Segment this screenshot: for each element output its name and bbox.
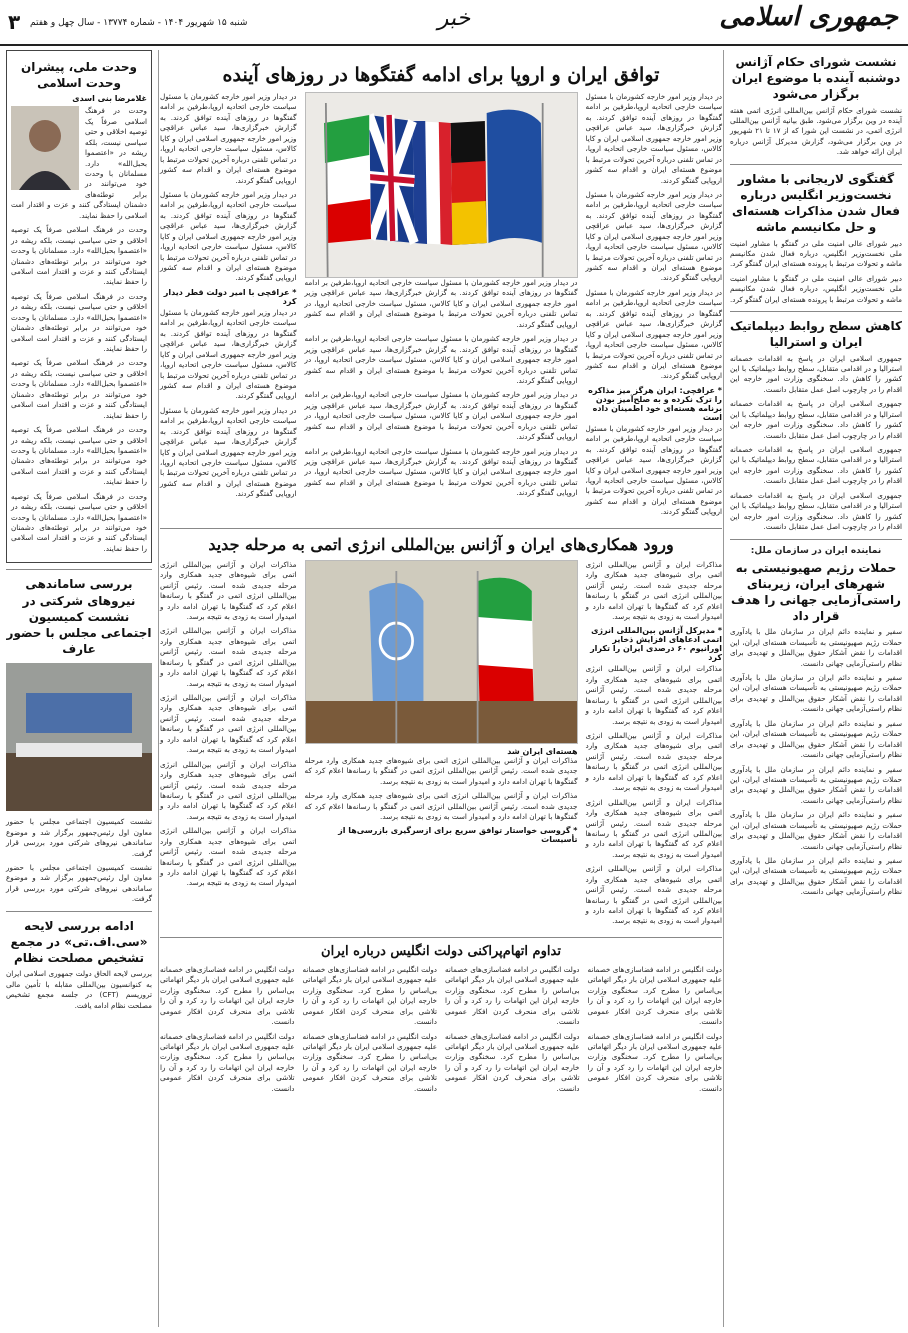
section-title: خبر (437, 6, 471, 31)
article-body: مذاکرات ایران و آژانس بین‌المللی انرژی اتمی برای شیوه‌های جدید همکاری وارد مرحله جدیدی شده است. رئیس آژانس بین‌المللی انرژی اتمی در گفتگو با رسانه‌ها اعلام کرد که گفتگوها با تهران ادامه دارد و امیدوار است به زودی به نتیجه برسد. (585, 559, 722, 621)
article-title: حملات رژیم صهیونیستی به شهرهای ایران، زیربنای راستی‌آزمایی جهانی را هدف قرار داد (731, 560, 901, 624)
article-body: در دیدار وزیر امور خارجه کشورمان با مسئول سیاست خارجی اتحادیه اروپا‌،طرفین بر ادامه گفتگوها در روزهای آینده توافق کردند. به گزارش خبرگزاری‌ها، سید عباس عراقچی وزیر امور خارجه جمهوری اسلامی ایران و کایا کالاس، مسئول سیاست خارجی اتحادیه اروپا، در تماس تلفنی درباره آخرین تحولات مرتبط با موضوع هسته‌ای ایران و اقدام سه کشور اروپایی گفتگو کردند. (304, 390, 578, 442)
article-body: دبیر شورای عالی امنیت ملی در گفتگو با مشاور امنیت ملی نخست‌وزیر انگلیس، درباره فعال شدن مکانیسم ماشه و تحولات مرتبط با پرونده هسته‌ای ایران گفتگو کرد. (729, 238, 902, 269)
article-body: سفیر و نماینده دائم ایران در سازمان ملل با یادآوری حملات رژیم صهیونیستی به تأسیسات هسته‌ای ایران، این اقدامات را نقض آشکار حقوق بین‌الملل و تهدیدی برای نظام راستی‌آزمایی جهانی دانست. (730, 810, 902, 851)
article-body: نشست کمیسیون اجتماعی مجلس با حضور معاون اول رئیس‌جمهور برگزار شد و موضوع ساماندهی نیروهای شرکتی مورد بررسی قرار گرفت. (6, 863, 152, 904)
un-illustration (306, 561, 577, 743)
article-body: جمهوری اسلامی ایران در پاسخ به اقدامات خصمانه استرالیا و در اقدامی متقابل، سطح روابط دیپلماتیک با این کشور را کاهش داد. سخنگوی وزارت امور خارجه این اقدام را در چارچوب اصل عمل متقابل دانست. (730, 490, 902, 532)
article-body: دولت انگلیس در ادامه فضاسازی‌های خصمانه علیه جمهوری اسلامی ایران بار دیگر اتهاماتی بی‌اساس را مطرح کرد. سخنگوی وزارت خارجه ایران این اتهامات را رد کرد و آن را تلاشی برای منحرف کردن افکار عمومی دانست. (445, 964, 580, 1027)
article-body: در دیدار وزیر امور خارجه کشورمان با مسئول سیاست خارجی اتحادیه اروپا‌،طرفین بر ادامه گفتگوها در روزهای آینده توافق کردند. به گزارش خبرگزاری‌ها، سید عباس عراقچی وزیر امور خارجه جمهوری اسلامی ایران و کایا کالاس، مسئول سیاست خارجی اتحادیه اروپا، در تماس تلفنی درباره آخرین تحولات مرتبط با موضوع هسته‌ای ایران و اقدام سه کشور اروپایی گفتگو کردند. (585, 423, 722, 517)
meeting-photo (6, 663, 152, 811)
article-title: بررسی ساماندهی نیروهای شرکتی در نشست کمیسیون اجتماعی مجلس با حضور عارف (6, 577, 152, 657)
article-body: در دیدار وزیر امور خارجه کشورمان با مسئول سیاست خارجی اتحادیه اروپا‌،طرفین بر ادامه گفتگوها در روزهای آینده توافق کردند. به گزارش خبرگزاری‌ها، سید عباس عراقچی وزیر امور خارجه جمهوری اسلامی ایران و کایا کالاس، مسئول سیاست خارجی اتحادیه اروپا، در تماس تلفنی درباره آخرین تحولات مرتبط با موضوع هسته‌ای ایران و اقدام سه کشور اروپایی گفتگو کردند. (304, 446, 578, 498)
article-body: مذاکرات ایران و آژانس بین‌المللی انرژی اتمی برای شیوه‌های جدید همکاری وارد مرحله جدیدی شده است. رئیس آژانس بین‌المللی انرژی اتمی در گفتگو با رسانه‌ها اعلام کرد که گفتگوها با تهران ادامه دارد و امیدوار است به زودی به نتیجه برسد. (585, 664, 722, 726)
article-body: مذاکرات ایران و آژانس بین‌المللی انرژی اتمی برای شیوه‌های جدید همکاری وارد مرحله جدیدی شده است. رئیس آژانس بین‌المللی انرژی اتمی در گفتگو با رسانه‌ها اعلام کرد که گفتگوها با تهران ادامه دارد و امیدوار است به زودی به نتیجه برسد. (304, 791, 578, 821)
opinion-body: وحدت در فرهنگ اسلامی صرفاً یک توصیه اخلاقی و حتی سیاسی نیست، بلکه ریشه در «اعتصموا بحبل‌الله» دارد. مسلمانان با وحدت خود می‌توانند در برابر توطئه‌های دشمنان ایستادگی کنند و عزت و اقتدار امت اسلامی را حفظ نمایند. (11, 491, 147, 553)
article-body: دولت انگلیس در ادامه فضاسازی‌های خصمانه علیه جمهوری اسلامی ایران بار دیگر اتهاماتی بی‌اساس را مطرح کرد. سخنگوی وزارت خارجه ایران این اتهامات را رد کرد و آن را تلاشی برای منحرف کردن افکار عمومی دانست. (160, 964, 295, 1027)
un-photo (305, 560, 578, 744)
article-title: ادامه بررسی لایحه «سی.اف.تی» در مجمع تشخیص مصلحت نظام (10, 918, 148, 966)
article-body: سفیر و نماینده دائم ایران در سازمان ملل با یادآوری حملات رژیم صهیونیستی به تأسیسات هسته‌ای ایران، این اقدامات را نقض آشکار حقوق بین‌الملل و تهدیدی برای نظام راستی‌آزمایی جهانی دانست. (730, 627, 902, 668)
meeting-illustration (6, 663, 152, 811)
article-kicker: نماینده ایران در سازمان ملل: (750, 545, 882, 556)
article-body: دولت انگلیس در ادامه فضاسازی‌های خصمانه علیه جمهوری اسلامی ایران بار دیگر اتهاماتی بی‌اساس را مطرح کرد. سخنگوی وزارت خارجه ایران این اتهامات را رد کرد و آن را تلاشی برای منحرف کردن افکار عمومی دانست. (302, 1031, 437, 1093)
article-title: نشست شورای حکام آژانس دوشنبه آینده با موضوع ایران برگزار می‌شود (731, 55, 901, 102)
article-body: سفیر و نماینده دائم ایران در سازمان ملل با یادآوری حملات رژیم صهیونیستی به تأسیسات هسته‌ای ایران، این اقدامات را نقض آشکار حقوق بین‌الملل و تهدیدی برای نظام راستی‌آزمایی جهانی دانست. (730, 764, 902, 805)
main-area (160, 50, 722, 1327)
opinion-box (6, 50, 152, 563)
photo-caption: هسته‌ای ایران شد (507, 746, 578, 756)
author-portrait (11, 106, 79, 190)
article-body: مذاکرات ایران و آژانس بین‌المللی انرژی اتمی برای شیوه‌های جدید همکاری وارد مرحله جدیدی شده است. رئیس آژانس بین‌المللی انرژی اتمی در گفتگو با رسانه‌ها اعلام کرد که گفتگوها با تهران ادامه دارد و امیدوار است به زودی به نتیجه برسد. (585, 797, 722, 859)
page-number: ۳ (8, 10, 21, 34)
article-subhead: * عراقچی: ایران هرگز میز مذاکره را ترک نکرده و به صلح‌آمیز بودن برنامه هسته‌ای خود اطمینان داده است (588, 385, 722, 422)
masthead (0, 0, 908, 46)
article-body: در دیدار وزیر امور خارجه کشورمان با مسئول سیاست خارجی اتحادیه اروپا‌،طرفین بر ادامه گفتگوها در روزهای آینده توافق کردند. به گزارش خبرگزاری‌ها، سید عباس عراقچی وزیر امور خارجه جمهوری اسلامی ایران و کایا کالاس، مسئول سیاست خارجی اتحادیه اروپا، در تماس تلفنی درباره آخرین تحولات مرتبط با موضوع هسته‌ای ایران و اقدام سه کشور اروپایی گفتگو کردند. (304, 278, 578, 329)
opinion-body: وحدت در فرهنگ اسلامی صرفاً یک توصیه اخلاقی و حتی سیاسی نیست، بلکه ریشه در «اعتصموا بحبل‌الله» دارد. مسلمانان با وحدت خود می‌توانند در برابر توطئه‌های دشمنان ایستادگی کنند و عزت و اقتدار امت اسلامی را حفظ نمایند. (11, 225, 147, 287)
article-body: در دیدار وزیر امور خارجه کشورمان با مسئول سیاست خارجی اتحادیه اروپا‌،طرفین بر ادامه گفتگوها در روزهای آینده توافق کردند. به گزارش خبرگزاری‌ها، سید عباس عراقچی وزیر امور خارجه جمهوری اسلامی ایران و کایا کالاس، مسئول سیاست خارجی اتحادیه اروپا، در تماس تلفنی درباره آخرین تحولات مرتبط با موضوع هسته‌ای ایران و اقدام سه کشور اروپایی گفتگو کردند. (585, 287, 722, 381)
flags-illustration (306, 93, 577, 277)
article-body: سفیر و نماینده دائم ایران در سازمان ملل با یادآوری حملات رژیم صهیونیستی به تأسیسات هسته‌ای ایران، این اقدامات را نقض آشکار حقوق بین‌الملل و تهدیدی برای نظام راستی‌آزمایی جهانی دانست. (730, 673, 902, 714)
main-headline: توافق ایران و اروپا برای ادامه گفتگوها در روزهای آینده (222, 64, 660, 86)
flags-photo (305, 92, 578, 278)
article-body: سفیر و نماینده دائم ایران در سازمان ملل با یادآوری حملات رژیم صهیونیستی به تأسیسات هسته‌ای ایران، این اقدامات را نقض آشکار حقوق بین‌الملل و تهدیدی برای نظام راستی‌آزمایی جهانی دانست. (730, 718, 902, 760)
article-body: بررسی لایحه الحاق دولت جمهوری اسلامی ایران به کنوانسیون بین‌المللی مقابله با تأمین مالی تروریسم (CFT) در جلسه مجمع تشخیص مصلحت نظام ادامه یافت. (6, 969, 152, 1010)
article-title: گفتگوی لاریجانی با مشاور نخست‌وزیر انگلیس درباره فعال شدن مذاکرات هسته‌ای و حل مکانیسم ماشه (732, 171, 900, 235)
opinion-body: وحدت در فرهنگ اسلامی صرفاً یک توصیه اخلاقی و حتی سیاسی نیست، بلکه ریشه در «اعتصموا بحبل‌الله» دارد. مسلمانان با وحدت خود می‌توانند در برابر توطئه‌های دشمنان ایستادگی کنند و عزت و اقتدار امت اسلامی را حفظ نمایند. (11, 106, 147, 220)
lead-article (160, 92, 722, 522)
article-body: جمهوری اسلامی ایران در پاسخ به اقدامات خصمانه استرالیا و در اقدامی متقابل، سطح روابط دیپلماتیک با این کشور را کاهش داد. سخنگوی وزارت امور خارجه این اقدام را در چارچوب اصل عمل متقابل دانست. (730, 353, 902, 394)
article-body: مذاکرات ایران و آژانس بین‌المللی انرژی اتمی برای شیوه‌های جدید همکاری وارد مرحله جدیدی شده است. رئیس آژانس بین‌المللی انرژی اتمی در گفتگو با رسانه‌ها اعلام کرد که گفتگوها با تهران ادامه دارد و امیدوار است به زودی به نتیجه برسد. (304, 755, 578, 786)
article-body: جمهوری اسلامی ایران در پاسخ به اقدامات خصمانه استرالیا و در اقدامی متقابل، سطح روابط دیپلماتیک با این کشور را کاهش داد. سخنگوی وزارت امور خارجه این اقدام را در چارچوب اصل عمل متقابل دانست. (730, 399, 902, 440)
right-column (723, 50, 902, 1327)
article2 (160, 560, 722, 931)
article-body: نشست کمیسیون اجتماعی مجلس با حضور معاون اول رئیس‌جمهور برگزار شد و موضوع ساماندهی نیروهای شرکتی مورد بررسی قرار گرفت. (6, 817, 152, 858)
article-body: مذاکرات ایران و آژانس بین‌المللی انرژی اتمی برای شیوه‌های جدید همکاری وارد مرحله جدیدی شده است. رئیس آژانس بین‌المللی انرژی اتمی در گفتگو با رسانه‌ها اعلام کرد که گفتگوها با تهران ادامه دارد و امیدوار است به زودی به نتیجه برسد. (585, 731, 722, 793)
article3-headline: تداوم اتهام‌پراکنی دولت انگلیس درباره ایران (321, 943, 561, 959)
article2-headline: ورود همکاری‌های ایران و آژانس بین‌المللی انرژی اتمی به مرحله جدید (208, 534, 674, 554)
article-body: دولت انگلیس در ادامه فضاسازی‌های خصمانه علیه جمهوری اسلامی ایران بار دیگر اتهاماتی بی‌اساس را مطرح کرد. سخنگوی وزارت خارجه ایران این اتهامات را رد کرد و آن را تلاشی برای منحرف کردن افکار عمومی دانست. (302, 964, 437, 1027)
article-body: دولت انگلیس در ادامه فضاسازی‌های خصمانه علیه جمهوری اسلامی ایران بار دیگر اتهاماتی بی‌اساس را مطرح کرد. سخنگوی وزارت خارجه ایران این اتهامات را رد کرد و آن را تلاشی برای منحرف کردن افکار عمومی دانست. (445, 1031, 580, 1093)
article-body: در دیدار وزیر امور خارجه کشورمان با مسئول سیاست خارجی اتحادیه اروپا‌،طرفین بر ادامه گفتگوها در روزهای آینده توافق کردند. به گزارش خبرگزاری‌ها، سید عباس عراقچی وزیر امور خارجه جمهوری اسلامی ایران و کایا کالاس، مسئول سیاست خارجی اتحادیه اروپا، در تماس تلفنی درباره آخرین تحولات مرتبط با موضوع هسته‌ای ایران و اقدام سه کشور اروپایی گفتگو کردند. (160, 189, 297, 283)
article-body: دولت انگلیس در ادامه فضاسازی‌های خصمانه علیه جمهوری اسلامی ایران بار دیگر اتهاماتی بی‌اساس را مطرح کرد. سخنگوی وزارت خارجه ایران این اتهامات را رد کرد و آن را تلاشی برای منحرف کردن افکار عمومی دانست. (587, 964, 722, 1027)
article-subhead: * گروسی خواستار توافق سریع برای ازسرگیری بازرسی‌ها از تأسیسات (338, 826, 578, 845)
opinion-body: وحدت در فرهنگ اسلامی صرفاً یک توصیه اخلاقی و حتی سیاسی نیست، بلکه ریشه در «اعتصموا بحبل‌الله» دارد. مسلمانان با وحدت خود می‌توانند در برابر توطئه‌های دشمنان ایستادگی کنند و عزت و اقتدار امت اسلامی را حفظ نمایند. (11, 425, 147, 487)
opinion-author: غلامرضا بنی اسدی (72, 94, 147, 104)
opinion-body: وحدت در فرهنگ اسلامی صرفاً یک توصیه اخلاقی و حتی سیاسی نیست، بلکه ریشه در «اعتصموا بحبل‌الله» دارد. مسلمانان با وحدت خود می‌توانند در برابر توطئه‌های دشمنان ایستادگی کنند و عزت و اقتدار امت اسلامی را حفظ نمایند. (11, 291, 147, 353)
article-body: در دیدار وزیر امور خارجه کشورمان با مسئول سیاست خارجی اتحادیه اروپا‌،طرفین بر ادامه گفتگوها در روزهای آینده توافق کردند. به گزارش خبرگزاری‌ها، سید عباس عراقچی وزیر امور خارجه جمهوری اسلامی ایران و کایا کالاس، مسئول سیاست خارجی اتحادیه اروپا، در تماس تلفنی درباره آخرین تحولات مرتبط با موضوع هسته‌ای ایران و اقدام سه کشور اروپایی گفتگو کردند. (160, 307, 297, 401)
left-column (6, 50, 159, 1327)
newspaper-logo: جمهوری اسلامی (719, 2, 898, 32)
opinion-title: وحدت ملی، پیشران وحدت اسلامی (21, 60, 137, 91)
article-body: سفیر و نماینده دائم ایران در سازمان ملل با یادآوری حملات رژیم صهیونیستی به تأسیسات هسته‌ای ایران، این اقدامات را نقض آشکار حقوق بین‌الملل و تهدیدی برای نظام راستی‌آزمایی جهانی دانست. (730, 856, 902, 897)
article-body: مذاکرات ایران و آژانس بین‌المللی انرژی اتمی برای شیوه‌های جدید همکاری وارد مرحله جدیدی شده است. رئیس آژانس بین‌المللی انرژی اتمی در گفتگو با رسانه‌ها اعلام کرد که گفتگوها با تهران ادامه دارد و امیدوار است به زودی به نتیجه برسد. (160, 559, 297, 621)
article-body: دولت انگلیس در ادامه فضاسازی‌های خصمانه علیه جمهوری اسلامی ایران بار دیگر اتهاماتی بی‌اساس را مطرح کرد. سخنگوی وزارت خارجه ایران این اتهامات را رد کرد و آن را تلاشی برای منحرف کردن افکار عمومی دانست. (160, 1031, 295, 1093)
article-subhead: * عراقچی با امیر دولت قطر دیدار کرد (163, 287, 297, 306)
author-photo (11, 106, 79, 190)
issue-meta: شنبه ۱۵ شهریور ۱۴۰۴ - شماره ۱۳۷۷۴ - سال چهل و هفتم (30, 18, 248, 28)
article-body: نشست شورای حکام آژانس بین‌المللی انرژی اتمی هفته آینده در وین برگزار می‌شود. طبق بیانیه آژانس بین‌المللی انرژی اتمی، در نشست این شورا ‌که از ۱۷ تا ۲۱ شهریور در وین برگزار می‌شود، گزارش مدیرکل آژانس درباره ایران ارائه خواهد شد. (730, 105, 902, 157)
article-body: دولت انگلیس در ادامه فضاسازی‌های خصمانه علیه جمهوری اسلامی ایران بار دیگر اتهاماتی بی‌اساس را مطرح کرد. سخنگوی وزارت خارجه ایران این اتهامات را رد کرد و آن را تلاشی برای منحرف کردن افکار عمومی دانست. (587, 1031, 722, 1093)
article-subhead: * مدیرکل آژانس بین‌المللی انرژی اتمی ادعاهای افزایش ذخایر اورانیوم ۶۰ درصدی ایران را تکرار کرد (590, 626, 722, 663)
article-body: جمهوری اسلامی ایران در پاسخ به اقدامات خصمانه استرالیا و در اقدامی متقابل، سطح روابط دیپلماتیک با این کشور را کاهش داد. سخنگوی وزارت امور خارجه این اقدام را در چارچوب اصل عمل متقابل دانست. (730, 445, 902, 486)
article-body: در دیدار وزیر امور خارجه کشورمان با مسئول سیاست خارجی اتحادیه اروپا‌،طرفین بر ادامه گفتگوها در روزهای آینده توافق کردند. به گزارش خبرگزاری‌ها، سید عباس عراقچی وزیر امور خارجه جمهوری اسلامی ایران و کایا کالاس، مسئول سیاست خارجی اتحادیه اروپا، در تماس تلفنی درباره آخرین تحولات مرتبط با موضوع هسته‌ای ایران و اقدام سه کشور اروپایی گفتگو کردند. (304, 334, 578, 385)
article-title: کاهش سطح روابط دیپلماتیک ایران و استرالیا (730, 319, 902, 350)
article-body: مذاکرات ایران و آژانس بین‌المللی انرژی اتمی برای شیوه‌های جدید همکاری وارد مرحله جدیدی شده است. رئیس آژانس بین‌المللی انرژی اتمی در گفتگو با رسانه‌ها اعلام کرد که گفتگوها با تهران ادامه دارد و امیدوار است به زودی به نتیجه برسد. (160, 759, 297, 821)
article-body: مذاکرات ایران و آژانس بین‌المللی انرژی اتمی برای شیوه‌های جدید همکاری وارد مرحله جدیدی شده است. رئیس آژانس بین‌المللی انرژی اتمی در گفتگو با رسانه‌ها اعلام کرد که گفتگوها با تهران ادامه دارد و امیدوار است به زودی به نتیجه برسد. (160, 693, 297, 755)
article-body: مذاکرات ایران و آژانس بین‌المللی انرژی اتمی برای شیوه‌های جدید همکاری وارد مرحله جدیدی شده است. رئیس آژانس بین‌المللی انرژی اتمی در گفتگو با رسانه‌ها اعلام کرد که گفتگوها با تهران ادامه دارد و امیدوار است به زودی به نتیجه برسد. (160, 826, 297, 888)
article-body: مذاکرات ایران و آژانس بین‌المللی انرژی اتمی برای شیوه‌های جدید همکاری وارد مرحله جدیدی شده است. رئیس آژانس بین‌المللی انرژی اتمی در گفتگو با رسانه‌ها اعلام کرد که گفتگوها با تهران ادامه دارد و امیدوار است به زودی به نتیجه برسد. (585, 864, 722, 926)
opinion-body: وحدت در فرهنگ اسلامی صرفاً یک توصیه اخلاقی و حتی سیاسی نیست، بلکه ریشه در «اعتصموا بحبل‌الله» دارد. مسلمانان با وحدت خود می‌توانند در برابر توطئه‌های دشمنان ایستادگی کنند و عزت و اقتدار امت اسلامی را حفظ نمایند. (11, 358, 147, 420)
article-body: دبیر شورای عالی امنیت ملی در گفتگو با مشاور امنیت ملی نخست‌وزیر انگلیس، درباره فعال شدن مکانیسم ماشه و تحولات مرتبط با پرونده هسته‌ای ایران گفتگو کرد. (729, 273, 902, 304)
article-body: در دیدار وزیر امور خارجه کشورمان با مسئول سیاست خارجی اتحادیه اروپا‌،طرفین بر ادامه گفتگوها در روزهای آینده توافق کردند. به گزارش خبرگزاری‌ها، سید عباس عراقچی وزیر امور خارجه جمهوری اسلامی ایران و کایا کالاس، مسئول سیاست خارجی اتحادیه اروپا، در تماس تلفنی درباره آخرین تحولات مرتبط با موضوع هسته‌ای ایران و اقدام سه کشور اروپایی گفتگو کردند. (585, 189, 722, 283)
article-body: مذاکرات ایران و آژانس بین‌المللی انرژی اتمی برای شیوه‌های جدید همکاری وارد مرحله جدیدی شده است. رئیس آژانس بین‌المللی انرژی اتمی در گفتگو با رسانه‌ها اعلام کرد که گفتگوها با تهران ادامه دارد و امیدوار است به زودی به نتیجه برسد. (160, 626, 297, 688)
article-body: در دیدار وزیر امور خارجه کشورمان با مسئول سیاست خارجی اتحادیه اروپا‌،طرفین بر ادامه گفتگوها در روزهای آینده توافق کردند. به گزارش خبرگزاری‌ها، سید عباس عراقچی وزیر امور خارجه جمهوری اسلامی ایران و کایا کالاس، مسئول سیاست خارجی اتحادیه اروپا، در تماس تلفنی درباره آخرین تحولات مرتبط با موضوع هسته‌ای ایران و اقدام سه کشور اروپایی گفتگو کردند. (585, 92, 722, 185)
article-body: در دیدار وزیر امور خارجه کشورمان با مسئول سیاست خارجی اتحادیه اروپا‌،طرفین بر ادامه گفتگوها در روزهای آینده توافق کردند. به گزارش خبرگزاری‌ها، سید عباس عراقچی وزیر امور خارجه جمهوری اسلامی ایران و کایا کالاس، مسئول سیاست خارجی اتحادیه اروپا، در تماس تلفنی درباره آخرین تحولات مرتبط با موضوع هسته‌ای ایران و اقدام سه کشور اروپایی گفتگو کردند. (160, 92, 297, 185)
article-body: در دیدار وزیر امور خارجه کشورمان با مسئول سیاست خارجی اتحادیه اروپا‌،طرفین بر ادامه گفتگوها در روزهای آینده توافق کردند. به گزارش خبرگزاری‌ها، سید عباس عراقچی وزیر امور خارجه جمهوری اسلامی ایران و کایا کالاس، مسئول سیاست خارجی اتحادیه اروپا، در تماس تلفنی درباره آخرین تحولات مرتبط با موضوع هسته‌ای ایران و اقدام سه کشور اروپایی گفتگو کردند. (160, 405, 297, 499)
article3 (160, 965, 722, 1098)
